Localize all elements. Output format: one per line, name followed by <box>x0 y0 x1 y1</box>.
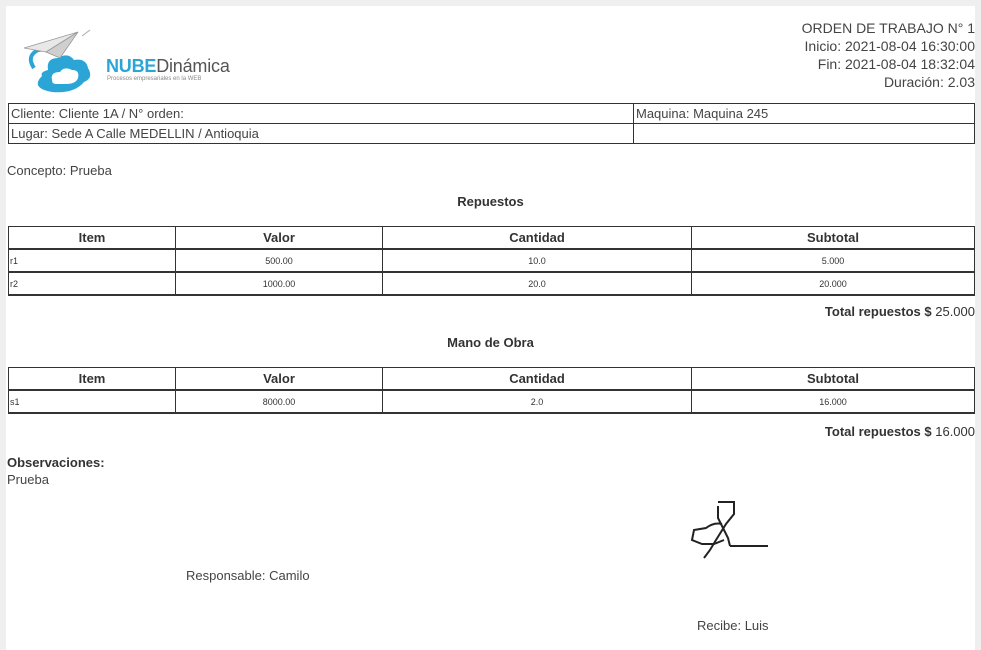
col-item: Item <box>9 368 176 391</box>
col-subtotal: Subtotal <box>692 368 975 391</box>
cell-cantidad: 2.0 <box>383 390 692 413</box>
cell-subtotal: 16.000 <box>692 390 975 413</box>
labor-total <box>825 424 975 439</box>
place-cell: Lugar: Sede A Calle MEDELLIN / Antioquia <box>9 124 634 144</box>
col-cantidad: Cantidad <box>383 368 692 391</box>
machine-cell: Maquina: Maquina 245 <box>634 104 975 124</box>
parts-total-label: Total repuestos $ <box>824 304 932 319</box>
client-cell: Cliente: Cliente 1A / N° orden: <box>9 104 634 124</box>
col-subtotal: Subtotal <box>692 227 975 250</box>
cell-valor: 500.00 <box>176 249 383 272</box>
table-header-row <box>9 368 975 391</box>
labor-title: Mano de Obra <box>447 335 534 350</box>
labor-total-value: 16.000 <box>935 424 975 439</box>
order-duration: Duración: 2.03 <box>883 74 975 90</box>
cell-item: s1 <box>9 390 176 413</box>
cell-item: r2 <box>9 272 176 295</box>
concept: Concepto: Prueba <box>7 163 112 178</box>
empty-cell <box>634 124 975 144</box>
cell-subtotal: 20.000 <box>692 272 975 295</box>
col-valor: Valor <box>176 227 383 250</box>
table-row <box>9 390 975 413</box>
table-row <box>9 249 975 272</box>
cell-item: r1 <box>9 249 176 272</box>
col-valor: Valor <box>176 368 383 391</box>
logo-wordmark: NUBEDinámica <box>106 56 230 76</box>
logo-tagline: Procesos empresariales en la WEB <box>107 76 202 82</box>
cell-valor: 1000.00 <box>176 272 383 295</box>
table-row <box>9 272 975 295</box>
parts-total <box>825 304 975 319</box>
parts-title: Repuestos <box>457 194 524 209</box>
cell-cantidad: 20.0 <box>383 272 692 295</box>
order-header <box>802 19 975 91</box>
signature-icon <box>688 500 778 560</box>
cell-cantidad: 10.0 <box>383 249 692 272</box>
labor-table <box>8 367 975 414</box>
parts-total-value: 25.000 <box>935 304 975 319</box>
col-cantidad: Cantidad <box>383 227 692 250</box>
observations-value: Prueba <box>7 472 49 487</box>
work-order-page <box>6 6 975 650</box>
cloud-plane-icon <box>16 28 106 98</box>
responsible: Responsable: Camilo <box>186 568 310 583</box>
parts-table <box>8 226 975 296</box>
order-end: Fin: 2021-08-04 18:32:04 <box>817 56 975 72</box>
order-title: ORDEN DE TRABAJO N° 1 <box>801 20 975 36</box>
receiver: Recibe: Luis <box>697 618 769 633</box>
order-info-table <box>8 103 975 144</box>
cell-valor: 8000.00 <box>176 390 383 413</box>
labor-total-label: Total repuestos $ <box>824 424 932 439</box>
col-item: Item <box>9 227 176 250</box>
cell-subtotal: 5.000 <box>692 249 975 272</box>
table-header-row <box>9 227 975 250</box>
order-start: Inicio: 2021-08-04 16:30:00 <box>804 38 975 54</box>
observations-label: Observaciones: <box>7 455 105 470</box>
company-logo <box>16 28 230 98</box>
